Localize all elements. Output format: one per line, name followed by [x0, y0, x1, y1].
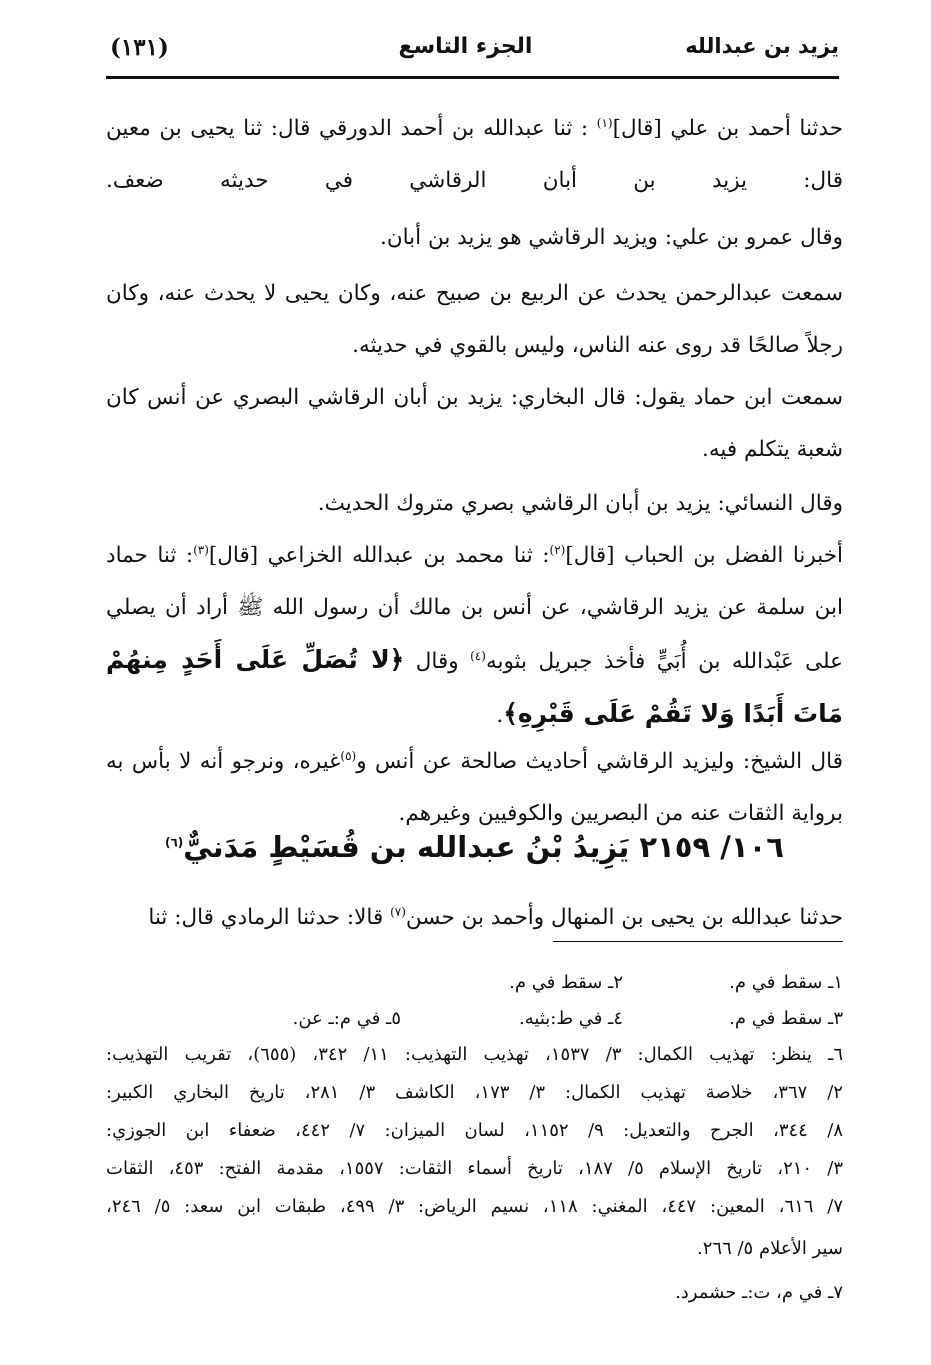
header-rule — [106, 76, 839, 79]
footnote-6-line-4: ٣/ ٢١٠، تاريخ الإسلام ٥/ ١٨٧، تاريخ أسماء الثقات: ١٥٥٧، مقدمة الفتح: ٤٥٣، الثقات — [106, 1158, 843, 1179]
paragraph-text: . — [496, 703, 504, 728]
footnote-2: ٢ـ سقط في م. — [509, 972, 623, 993]
footnote-ref-6[interactable]: (٦) — [164, 835, 184, 850]
paragraph-5: وقال النسائي: يزيد بن أبان الرقاشي بصري متروك الحديث. — [317, 491, 843, 516]
paragraph-text: أخبرنا الفضل بن الحباب [قال] — [565, 543, 844, 568]
footnote-1: ١ـ سقط في م. — [729, 972, 843, 993]
paragraph-1 — [106, 103, 843, 207]
footnote-ref-4[interactable]: (٤) — [470, 648, 486, 663]
footnote-ref-3[interactable]: (٣) — [193, 542, 209, 557]
entry-heading-text: ١٠٦/ ٢١٥٩ يَزِيدُ بْنُ عبدالله بن قُسَيْطٍ مَدَنيٌّ — [183, 830, 785, 864]
paragraph-3: سمعت عبدالرحمن يحدث عن الربيع بن صبيح عنه، وكان يحيى لا يحدث عنه، وكان رجلاً صالحًا قد روى عنه الناس، وليس بالقوي في حديثه. — [106, 281, 843, 358]
volume-title: الجزء التاسع — [398, 34, 533, 59]
running-title: يزيد بن عبدالله — [685, 34, 839, 58]
footnote-6-line-6: سير الأعلام ٥/ ٢٦٦. — [697, 1238, 843, 1259]
paragraph-8 — [106, 892, 843, 944]
footnote-6-line-1: ٦ـ ينظر: تهذيب الكمال: ٣/ ١٥٣٧، تهذيب التهذيب: ١١/ ٣٤٢، (٦٥٥)، تقريب التهذيب: — [106, 1044, 843, 1065]
footnote-ref-7[interactable]: (٧) — [390, 904, 406, 919]
paragraph-text: قال الشيخ: وليزيد الرقاشي أحاديث صالحة عن أنس و — [356, 749, 843, 774]
footnote-7: ٧ـ في م، ت:ـ حشمرد. — [675, 1282, 843, 1303]
footnote-6-line-3: ٨/ ٣٤٤، الجرح والتعديل: ٩/ ١١٥٢، لسان الميزان: ٧/ ٤٤٢، ضعفاء ابن الجوزي: — [106, 1120, 843, 1141]
paragraph-text: حدثنا عبدالله بن يحيى بن المنهال وأحمد بن حسن — [405, 905, 843, 930]
paragraph-text: غيره، ونرجو أنه لا بأس به برواية الثقات عنه من البصريين والكوفيين وغيرهم. — [106, 749, 843, 826]
paragraph-6 — [106, 530, 843, 742]
footnote-ref-5[interactable]: (٥) — [340, 748, 357, 763]
paragraph-text: : ثنا محمد بن عبدالله الخزاعي [قال] — [208, 543, 550, 568]
paragraph-text: حدثنا أحمد بن علي [قال] — [612, 116, 843, 141]
footnote-4: ٤ـ في ط:بثيه. — [519, 1008, 623, 1029]
footnote-5: ٥ـ في م:ـ عن. — [292, 1008, 401, 1029]
footnote-6-line-2: ٢/ ٣٦٧، خلاصة تهذيب الكمال: ٣/ ١٧٣، الكاشف ٣/ ٢٨١، تاريخ البخاري الكبير: — [106, 1082, 843, 1103]
entry-heading — [106, 830, 843, 864]
quran-quote: ﴿لا تُصَلِّ عَلَى أَحَدٍ مِنهُمْ مَاتَ أَبَدًا وَلا تَقُمْ عَلَى قَبْرِهِ﴾ — [106, 645, 843, 728]
footnote-separator — [553, 941, 843, 942]
paragraph-text: قالا: حدثنا الرمادي قال: ثنا — [148, 905, 391, 930]
page-number: (١٣١) — [110, 34, 169, 61]
paragraph-4: سمعت ابن حماد يقول: قال البخاري: يزيد بن أبان الرقاشي البصري عن أنس كان شعبة يتكلم فيه. — [106, 385, 843, 462]
paragraph-text: : ثنا حماد ابن سلمة عن يزيد الرقاشي، عن أنس بن مالك أن رسول الله ﷺ أراد أن يصلي على عَبْدالله بن أُبَيٍّ فأخذ جبريل بثوبه — [106, 543, 843, 674]
paragraph-text: وقال — [404, 649, 471, 674]
footnote-6-line-5: ٧/ ٦١٦، المعين: ٤٤٧، المغني: ١١٨، نسيم الرياض: ٣/ ٤٩٩، طبقات ابن سعد: ٥/ ٢٤٦، — [106, 1196, 843, 1217]
footnote-3: ٣ـ سقط في م. — [729, 1008, 843, 1029]
paragraph-2: وقال عمرو بن علي: ويزيد الرقاشي هو يزيد بن أبان. — [380, 225, 843, 250]
paragraph-text: : ثنا عبدالله بن أحمد الدورقي قال: ثنا يحيى بن معين قال: يزيد بن أبان الرقاشي في حديثه ضعف. — [106, 116, 843, 193]
footnote-ref-1[interactable]: (١) — [596, 115, 613, 130]
paragraph-7 — [106, 736, 843, 840]
footnote-ref-2[interactable]: (٢) — [549, 542, 566, 557]
